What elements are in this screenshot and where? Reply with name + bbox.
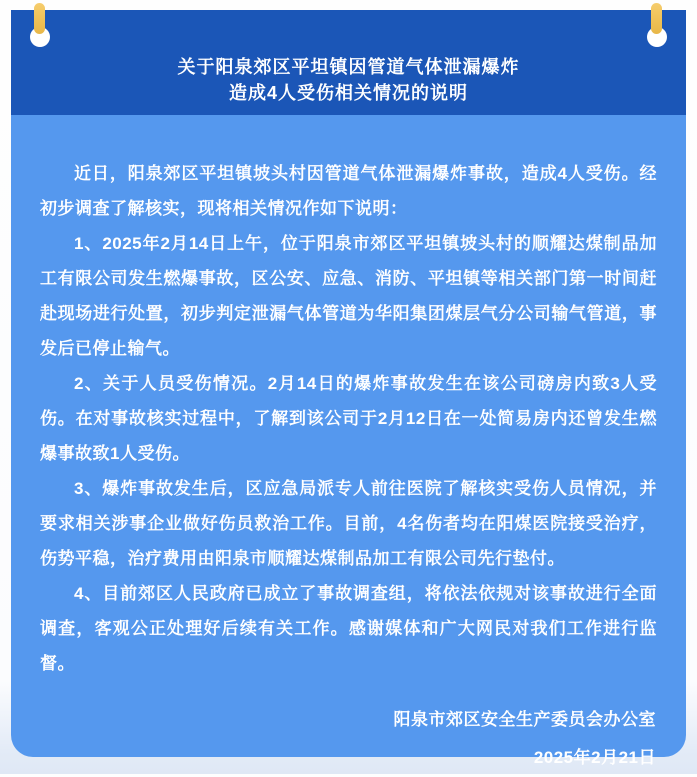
notice-title-line1: 关于阳泉郊区平坦镇因管道气体泄漏爆炸 <box>177 57 520 77</box>
push-pin-left-icon <box>34 3 45 34</box>
notice-signature-block <box>40 701 657 777</box>
notice-body <box>11 115 686 777</box>
notice-date: 2025年2月21日 <box>533 748 656 767</box>
notice-card <box>11 10 686 767</box>
notice-paragraph-intro: 近日，阳泉郊区平坦镇坡头村因管道气体泄漏爆炸事故，造成4人受伤。经初步调查了解核实，现将相关情况作如下说明： <box>40 164 657 218</box>
notice-paragraph-4: 4、目前郊区人民政府已成立了事故调查组，将依法依规对该事故进行全面调查，客观公正处理好后续有关工作。感谢媒体和广大网民对我们工作进行监督。 <box>40 584 657 673</box>
notice-paragraph-2: 2、关于人员受伤情况。2月14日的爆炸事故发生在该公司磅房内致3人受伤。在对事故核实过程中，了解到该公司于2月12日在一处简易房内还曾发生燃爆事故致1人受伤。 <box>40 374 657 463</box>
notice-signature: 阳泉市郊区安全生产委员会办公室 <box>393 710 656 729</box>
notice-paragraph-3: 3、爆炸事故发生后，区应急局派专人前往医院了解核实受伤人员情况，并要求相关涉事企业做好伤员救治工作。目前，4名伤者均在阳煤医院接受治疗，伤势平稳，治疗费用由阳泉市顺耀达煤制品加工有限公司先行垫付。 <box>40 479 657 568</box>
notice-title-line2: 造成4人受伤相关情况的说明 <box>228 83 468 103</box>
notice-paragraph-1: 1、2025年2月14日上午，位于阳泉市郊区平坦镇坡头村的顺耀达煤制品加工有限公司发生燃爆事故，区公安、应急、消防、平坦镇等相关部门第一时间赶赴现场进行处置，初步判定泄漏气体管道为华阳集团煤层气分公司输气管道，事发后已停止输气。 <box>40 234 657 358</box>
notice-header <box>11 10 686 115</box>
push-pin-right-icon <box>651 3 662 34</box>
